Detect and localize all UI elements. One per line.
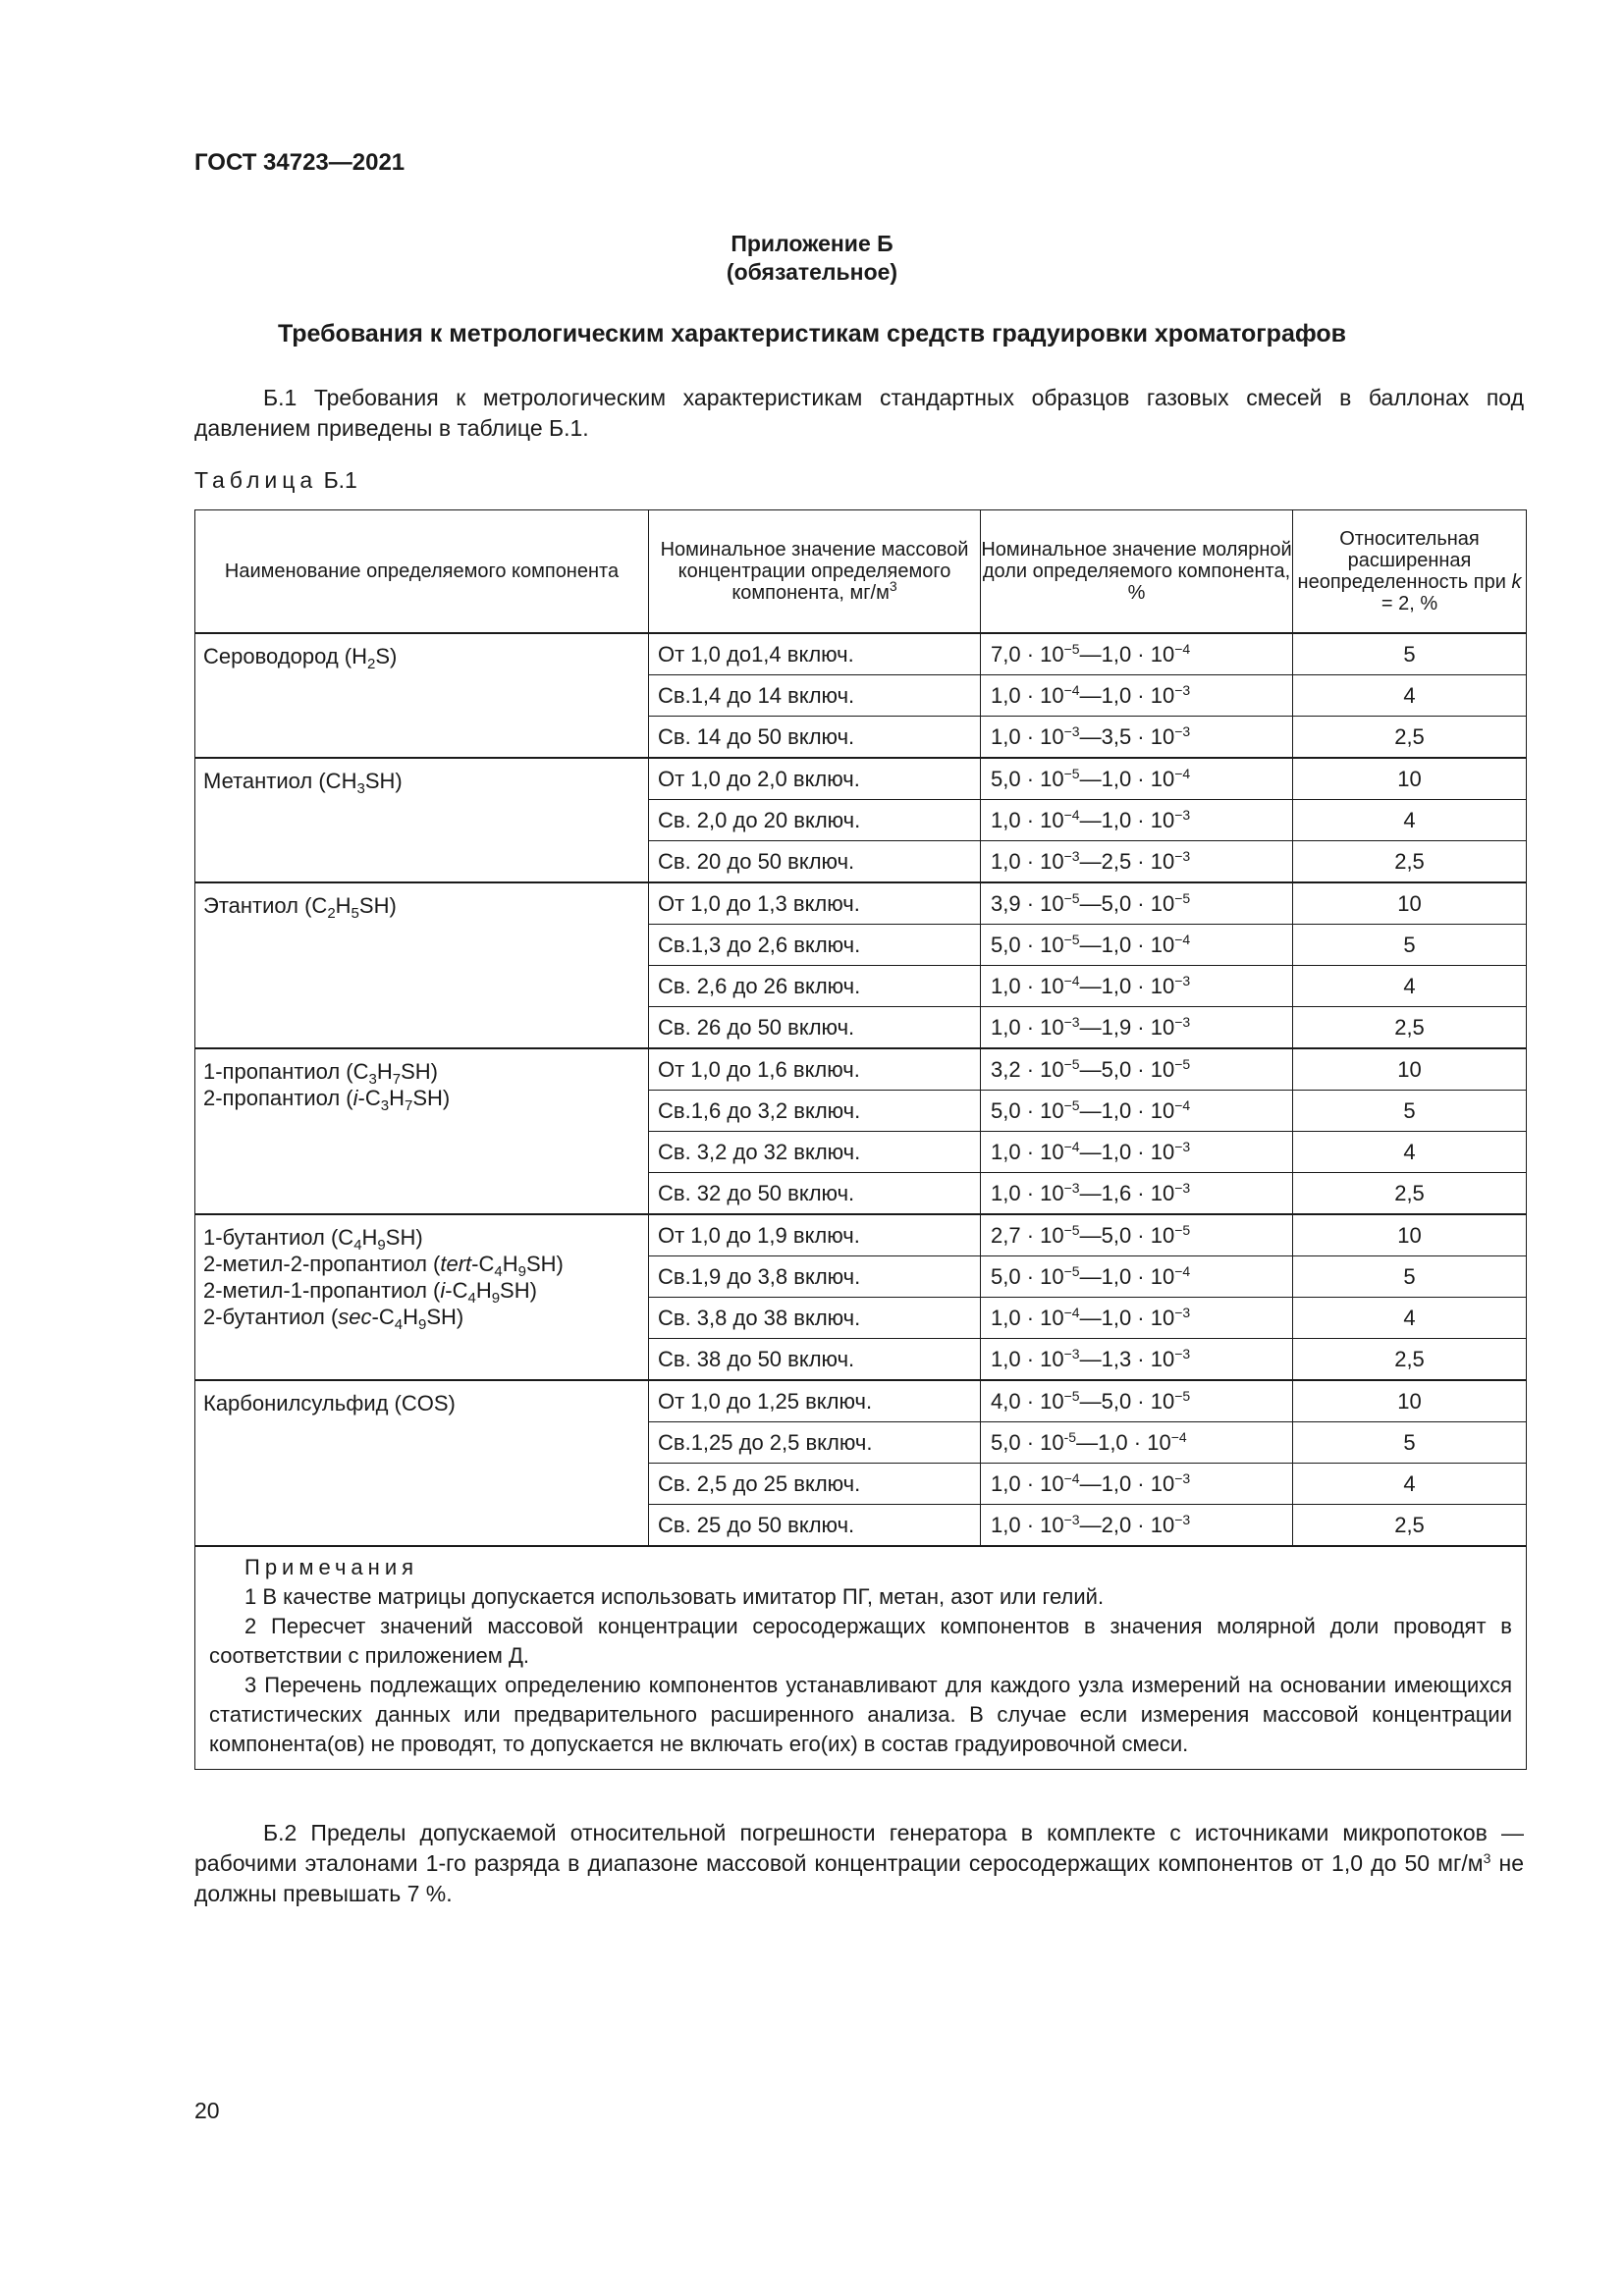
- component-name-text: Этантиол (C: [203, 893, 328, 918]
- concentration-range: Св.1,25 до 2,5 включ.: [649, 1422, 981, 1464]
- component-name-text: -C: [357, 1086, 381, 1110]
- molar-low-exponent: −4: [1063, 1304, 1080, 1320]
- formula-prefix: sec: [338, 1305, 372, 1329]
- molar-fraction-range: $1,0 \cdot 10^{-3}—2,5 \cdot 10^{-3}$: [981, 841, 1293, 883]
- component-name-text: 2-бутантиол (: [203, 1305, 339, 1329]
- component-name-text: H: [502, 1252, 518, 1276]
- component-name-text: -C: [471, 1252, 495, 1276]
- uncertainty-value: 2,5: [1293, 1339, 1527, 1381]
- component-name-text: -C: [445, 1278, 468, 1303]
- molar-low-exponent: -5: [1063, 1428, 1077, 1445]
- formula-subscript: 4: [494, 1263, 503, 1280]
- molar-fraction-range: $1,0 \cdot 10^{-4}—1,0 \cdot 10^{-3}$: [981, 675, 1293, 717]
- component-name-text: -C: [371, 1305, 395, 1329]
- uncertainty-value: 4: [1293, 800, 1527, 841]
- molar-low-exponent: −4: [1063, 972, 1080, 988]
- table-caption-number: Б.1: [323, 467, 357, 493]
- molar-high-mantissa: 1,3: [1101, 1346, 1132, 1371]
- molar-high-exponent: −3: [1174, 1013, 1191, 1030]
- molar-low-mantissa: 1,0: [991, 1014, 1021, 1040]
- molar-low-exponent: −3: [1063, 722, 1080, 739]
- molar-high-exponent: −3: [1174, 1345, 1191, 1362]
- formula-prefix: i: [352, 1086, 358, 1110]
- component-name-text: SH): [500, 1278, 537, 1303]
- molar-fraction-range: $5,0 \cdot 10^{-5}—1,0 \cdot 10^{-4}$: [981, 1256, 1293, 1298]
- component-name: [203, 892, 640, 922]
- molar-high-mantissa: 5,0: [1101, 1388, 1132, 1414]
- molar-high-mantissa: 1,0: [1101, 1097, 1132, 1123]
- uncertainty-value: 2,5: [1293, 1505, 1527, 1547]
- molar-high-mantissa: 1,0: [1098, 1429, 1128, 1455]
- molar-high-mantissa: 1,0: [1101, 973, 1132, 998]
- molar-low-exponent: −4: [1063, 1469, 1080, 1486]
- component-name-text: SH): [358, 893, 397, 918]
- uncertainty-value: 2,5: [1293, 841, 1527, 883]
- molar-low-mantissa: 5,0: [991, 932, 1021, 957]
- formula-subscript: 9: [491, 1290, 501, 1307]
- uncertainty-value: 4: [1293, 966, 1527, 1007]
- molar-high-exponent: −5: [1174, 1387, 1191, 1404]
- page-number: 20: [194, 2098, 220, 2123]
- molar-fraction-range: $1,0 \cdot 10^{-4}—1,0 \cdot 10^{-3}$: [981, 800, 1293, 841]
- component-name-cell: [195, 758, 649, 882]
- molar-low-exponent: −3: [1063, 1511, 1080, 1527]
- molar-low-mantissa: 4,0: [991, 1388, 1021, 1414]
- component-name-text: SH): [525, 1252, 564, 1276]
- formula-subscript: 5: [351, 905, 359, 922]
- component-name: [203, 1304, 640, 1333]
- concentration-range: Св. 26 до 50 включ.: [649, 1007, 981, 1049]
- molar-fraction-range: $1,0 \cdot 10^{-3}—2,0 \cdot 10^{-3}$: [981, 1505, 1293, 1547]
- component-name-text: Карбонилсульфид (COS): [203, 1391, 456, 1415]
- molar-low-mantissa: 1,0: [991, 1512, 1021, 1537]
- molar-low-mantissa: 1,0: [991, 1180, 1021, 1205]
- uncertainty-value: 4: [1293, 1132, 1527, 1173]
- molar-high-exponent: −3: [1174, 1469, 1191, 1486]
- molar-low-exponent: −3: [1063, 1013, 1080, 1030]
- section-title: Требования к метрологическим характеристикам средств градуировки хроматографов: [277, 320, 1347, 347]
- notes-cell: [195, 1546, 1527, 1770]
- component-name: [203, 643, 640, 672]
- uncertainty-value: 10: [1293, 882, 1527, 925]
- formula-subscript: 4: [353, 1237, 362, 1254]
- uncertainty-value: 4: [1293, 1464, 1527, 1505]
- concentration-range: Св.1,6 до 3,2 включ.: [649, 1091, 981, 1132]
- component-name-text: SH): [401, 1059, 438, 1084]
- molar-low-mantissa: 7,0: [991, 641, 1021, 667]
- molar-high-mantissa: 2,0: [1101, 1512, 1132, 1537]
- component-name-text: SH): [412, 1086, 451, 1110]
- molar-high-exponent: −3: [1174, 1511, 1191, 1527]
- component-name-text: H: [403, 1305, 418, 1329]
- molar-high-mantissa: 1,0: [1101, 766, 1132, 791]
- component-name-text: SH): [426, 1305, 464, 1329]
- table-row: [195, 1214, 1527, 1256]
- component-name-text: SH): [364, 769, 403, 793]
- uncertainty-value: 5: [1293, 1256, 1527, 1298]
- molar-fraction-range: $1,0 \cdot 10^{-4}—1,0 \cdot 10^{-3}$: [981, 1298, 1293, 1339]
- formula-subscript: 9: [377, 1237, 386, 1254]
- table-row: [195, 882, 1527, 925]
- molar-fraction-range: $1,0 \cdot 10^{-3}—3,5 \cdot 10^{-3}$: [981, 717, 1293, 759]
- molar-high-exponent: −4: [1174, 640, 1191, 657]
- concentration-range: От 1,0 до 1,6 включ.: [649, 1048, 981, 1091]
- formula-subscript: 3: [368, 1071, 377, 1088]
- concentration-range: Св.1,4 до 14 включ.: [649, 675, 981, 717]
- uncertainty-value: 4: [1293, 1298, 1527, 1339]
- molar-high-mantissa: 1,0: [1101, 807, 1132, 832]
- molar-high-mantissa: 1,0: [1101, 1139, 1132, 1164]
- component-name-text: Метантиол (CH: [203, 769, 357, 793]
- molar-fraction-range: $5,0 \cdot 10^{-5}—1,0 \cdot 10^{-4}$: [981, 925, 1293, 966]
- component-name-text: Сероводород (H: [203, 644, 368, 668]
- molar-low-exponent: −4: [1063, 1138, 1080, 1154]
- formula-subscript: 9: [418, 1316, 427, 1333]
- molar-high-exponent: −3: [1174, 681, 1191, 698]
- molar-low-exponent: −4: [1063, 681, 1080, 698]
- uncertainty-value: 10: [1293, 758, 1527, 800]
- col-header-molar-fraction: Номинальное значение молярной доли определяемого компонента, %: [981, 510, 1293, 634]
- molar-low-exponent: −5: [1063, 1096, 1080, 1113]
- molar-low-mantissa: 1,0: [991, 1470, 1021, 1496]
- component-name-text: 1-пропантиол (C: [203, 1059, 369, 1084]
- molar-high-exponent: −5: [1174, 1221, 1191, 1238]
- note-item-3: 3 Перечень подлежащих определению компонентов устанавливают для каждого узла измерений на основании имеющихся статистических данных или предварительного расширенного анализа. В случае если измерения массовой концентрации компонента(ов) не проводят, то допускается не включать его(их) в состав градуировочной смеси.: [209, 1673, 1512, 1756]
- component-name-text: H: [475, 1278, 492, 1303]
- concentration-range: Св. 25 до 50 включ.: [649, 1505, 981, 1547]
- concentration-range: Св. 20 до 50 включ.: [649, 841, 981, 883]
- notes-row: [195, 1546, 1527, 1770]
- molar-high-mantissa: 1,0: [1101, 932, 1132, 957]
- molar-fraction-range: $3,9 \cdot 10^{-5}—5,0 \cdot 10^{-5}$: [981, 882, 1293, 925]
- concentration-range: Св. 32 до 50 включ.: [649, 1173, 981, 1215]
- molar-low-exponent: −5: [1063, 640, 1080, 657]
- formula-prefix: i: [440, 1278, 446, 1303]
- molar-high-mantissa: 5,0: [1101, 890, 1132, 916]
- col-header-component: Наименование определяемого компонента: [195, 510, 649, 634]
- concentration-range: Св.1,3 до 2,6 включ.: [649, 925, 981, 966]
- molar-low-mantissa: 1,0: [991, 1346, 1021, 1371]
- component-name-cell: [195, 1380, 649, 1546]
- molar-high-exponent: −4: [1170, 1428, 1187, 1445]
- component-name-text: 1-бутантиол (C: [203, 1225, 354, 1250]
- molar-high-mantissa: 5,0: [1101, 1056, 1132, 1082]
- molar-high-mantissa: 1,0: [1101, 1305, 1132, 1330]
- molar-low-exponent: −5: [1063, 1055, 1080, 1072]
- molar-low-exponent: −5: [1063, 765, 1080, 781]
- concentration-range: От 1,0 до 1,25 включ.: [649, 1380, 981, 1422]
- molar-high-mantissa: 1,0: [1101, 1470, 1132, 1496]
- molar-fraction-range: $1,0 \cdot 10^{-3}—1,6 \cdot 10^{-3}$: [981, 1173, 1293, 1215]
- molar-high-mantissa: 2,5: [1101, 848, 1132, 874]
- molar-fraction-range: $1,0 \cdot 10^{-4}—1,0 \cdot 10^{-3}$: [981, 1132, 1293, 1173]
- molar-high-exponent: −3: [1174, 847, 1191, 864]
- molar-fraction-range: $2,7 \cdot 10^{-5}—5,0 \cdot 10^{-5}$: [981, 1214, 1293, 1256]
- component-name-text: H: [376, 1059, 393, 1084]
- formula-subscript: 2: [367, 656, 376, 672]
- molar-fraction-range: $4,0 \cdot 10^{-5}—5,0 \cdot 10^{-5}$: [981, 1380, 1293, 1422]
- table-row: [195, 633, 1527, 675]
- molar-fraction-range: $3,2 \cdot 10^{-5}—5,0 \cdot 10^{-5}$: [981, 1048, 1293, 1091]
- molar-low-exponent: −5: [1063, 1221, 1080, 1238]
- col-header-mass-concentration: Номинальное значение массовой концентрации определяемого компонента, $мг/м^3$: [649, 510, 981, 634]
- molar-low-mantissa: 3,9: [991, 890, 1021, 916]
- table-caption: [194, 467, 357, 494]
- table-b1: [194, 509, 1527, 1770]
- component-name: [203, 1251, 640, 1280]
- concentration-range: От 1,0 до 1,9 включ.: [649, 1214, 981, 1256]
- molar-high-mantissa: 3,5: [1101, 723, 1132, 749]
- notes-title: Примечания: [244, 1555, 419, 1579]
- concentration-range: Св. 2,5 до 25 включ.: [649, 1464, 981, 1505]
- table-body: [195, 633, 1527, 1770]
- molar-high-exponent: −3: [1174, 1138, 1191, 1154]
- concentration-range: От 1,0 до 1,3 включ.: [649, 882, 981, 925]
- table-row: [195, 1380, 1527, 1422]
- uncertainty-value: 5: [1293, 1091, 1527, 1132]
- uncertainty-value: 2,5: [1293, 717, 1527, 759]
- component-name-text: H: [335, 893, 352, 918]
- component-name: [203, 1390, 640, 1416]
- component-name-text: 2-метил-2-пропантиол (: [203, 1252, 441, 1276]
- uncertainty-value: 2,5: [1293, 1173, 1527, 1215]
- formula-subscript: 4: [394, 1316, 404, 1333]
- uncertainty-value: 4: [1293, 675, 1527, 717]
- component-name: [203, 1058, 640, 1088]
- molar-high-exponent: −3: [1174, 722, 1191, 739]
- formula-subscript: 3: [380, 1097, 390, 1114]
- document-header: ГОСТ 34723—2021: [194, 149, 406, 176]
- concentration-range: От 1,0 до 2,0 включ.: [649, 758, 981, 800]
- component-name: [203, 768, 640, 797]
- molar-high-exponent: −5: [1174, 889, 1191, 906]
- appendix-kind: (обязательное): [726, 259, 898, 285]
- formula-subscript: 4: [467, 1290, 476, 1307]
- molar-low-exponent: −5: [1063, 931, 1080, 947]
- molar-low-exponent: −5: [1063, 889, 1080, 906]
- molar-low-exponent: −5: [1063, 1262, 1080, 1279]
- table-row: [195, 758, 1527, 800]
- concentration-range: Св. 3,2 до 32 включ.: [649, 1132, 981, 1173]
- formula-subscript: 7: [404, 1097, 413, 1114]
- uncertainty-value: 10: [1293, 1380, 1527, 1422]
- molar-fraction-range: $1,0 \cdot 10^{-3}—1,3 \cdot 10^{-3}$: [981, 1339, 1293, 1381]
- molar-high-exponent: −3: [1174, 1179, 1191, 1196]
- molar-low-mantissa: 5,0: [991, 766, 1021, 791]
- concentration-range: Св. 38 до 50 включ.: [649, 1339, 981, 1381]
- uncertainty-value: 5: [1293, 1422, 1527, 1464]
- molar-low-mantissa: 1,0: [991, 848, 1021, 874]
- molar-fraction-range: $5,0 \cdot 10^{-5}—1,0 \cdot 10^{-4}$: [981, 1422, 1293, 1464]
- molar-low-mantissa: 2,7: [991, 1222, 1021, 1248]
- molar-high-exponent: −4: [1174, 1096, 1191, 1113]
- formula-prefix: tert: [440, 1252, 472, 1276]
- concentration-range: Св. 2,6 до 26 включ.: [649, 966, 981, 1007]
- molar-low-mantissa: 3,2: [991, 1056, 1021, 1082]
- molar-low-mantissa: 1,0: [991, 723, 1021, 749]
- component-name-text: 2-пропантиол (: [203, 1086, 353, 1110]
- paragraph-b2: Б.2 Пределы допускаемой относительной погрешности генератора в комплекте с источниками микропотоков — рабочими эталонами 1-го разряда в диапазоне массовой концентрации серосодержащих компонентов от 1,0 до 50 $мг/м^3$ не должны превышать 7 %.: [194, 1820, 1524, 1906]
- molar-low-mantissa: 5,0: [991, 1263, 1021, 1289]
- formula-subscript: 3: [356, 780, 365, 797]
- molar-high-exponent: −4: [1174, 1262, 1191, 1279]
- uncertainty-value: 5: [1293, 633, 1527, 675]
- component-name: [203, 1277, 640, 1307]
- molar-high-mantissa: 1,0: [1101, 1263, 1132, 1289]
- note-item-2: 2 Пересчет значений массовой концентрации серосодержащих компонентов в значения молярной доли проводят в соответствии с приложением Д.: [209, 1614, 1512, 1668]
- component-name-text: S): [375, 644, 398, 668]
- col-header-uncertainty: Относительная расширенная неопределенность при k = 2, %: [1293, 510, 1527, 634]
- concentration-range: От 1,0 до1,4 включ.: [649, 633, 981, 675]
- component-name-text: SH): [385, 1225, 423, 1250]
- component-name-cell: [195, 1214, 649, 1380]
- molar-low-mantissa: 1,0: [991, 973, 1021, 998]
- molar-low-exponent: −3: [1063, 1345, 1080, 1362]
- molar-high-mantissa: 5,0: [1101, 1222, 1132, 1248]
- molar-low-exponent: −3: [1063, 1179, 1080, 1196]
- molar-high-exponent: −3: [1174, 1304, 1191, 1320]
- molar-high-mantissa: 1,9: [1101, 1014, 1132, 1040]
- concentration-range: Св.1,9 до 3,8 включ.: [649, 1256, 981, 1298]
- molar-low-mantissa: 1,0: [991, 807, 1021, 832]
- component-name: [203, 1085, 640, 1114]
- molar-high-exponent: −5: [1174, 1055, 1191, 1072]
- table-row: [195, 1048, 1527, 1091]
- component-name-text: 2-метил-1-пропантиол (: [203, 1278, 441, 1303]
- concentration-range: Св. 2,0 до 20 включ.: [649, 800, 981, 841]
- formula-subscript: 9: [517, 1263, 526, 1280]
- molar-fraction-range: $7,0 \cdot 10^{-5}—1,0 \cdot 10^{-4}$: [981, 633, 1293, 675]
- paragraph-b1: Б.1 Требования к метрологическим характеристикам стандартных образцов газовых смесей в баллонах под давлением приведены в таблице Б.1.: [194, 385, 1524, 441]
- table-caption-word: Таблица: [194, 467, 318, 493]
- concentration-range: Св. 3,8 до 38 включ.: [649, 1298, 981, 1339]
- uncertainty-value: 10: [1293, 1048, 1527, 1091]
- molar-fraction-range: $1,0 \cdot 10^{-4}—1,0 \cdot 10^{-3}$: [981, 1464, 1293, 1505]
- molar-low-mantissa: 1,0: [991, 1139, 1021, 1164]
- component-name-text: H: [389, 1086, 405, 1110]
- molar-low-exponent: −4: [1063, 806, 1080, 823]
- formula-subscript: 7: [392, 1071, 402, 1088]
- uncertainty-value: 2,5: [1293, 1007, 1527, 1049]
- molar-high-exponent: −4: [1174, 931, 1191, 947]
- molar-high-exponent: −3: [1174, 806, 1191, 823]
- molar-fraction-range: $1,0 \cdot 10^{-3}—1,9 \cdot 10^{-3}$: [981, 1007, 1293, 1049]
- component-name-cell: [195, 882, 649, 1048]
- molar-low-mantissa: 5,0: [991, 1097, 1021, 1123]
- component-name: [203, 1224, 640, 1254]
- molar-low-mantissa: 1,0: [991, 1305, 1021, 1330]
- molar-low-mantissa: 1,0: [991, 682, 1021, 708]
- molar-low-exponent: −5: [1063, 1387, 1080, 1404]
- concentration-range: Св. 14 до 50 включ.: [649, 717, 981, 759]
- molar-fraction-range: $5,0 \cdot 10^{-5}—1,0 \cdot 10^{-4}$: [981, 758, 1293, 800]
- formula-subscript: 2: [327, 905, 336, 922]
- molar-high-exponent: −3: [1174, 972, 1191, 988]
- component-name-cell: [195, 1048, 649, 1214]
- appendix-name: Приложение Б: [731, 231, 893, 256]
- component-name-text: H: [361, 1225, 378, 1250]
- molar-high-mantissa: 1,6: [1101, 1180, 1132, 1205]
- component-name-cell: [195, 633, 649, 758]
- uncertainty-value: 10: [1293, 1214, 1527, 1256]
- molar-high-mantissa: 1,0: [1101, 641, 1132, 667]
- note-item-1: 1 В качестве матрицы допускается использовать имитатор ПГ, метан, азот или гелий.: [244, 1584, 1105, 1609]
- molar-low-mantissa: 5,0: [991, 1429, 1021, 1455]
- molar-high-mantissa: 1,0: [1101, 682, 1132, 708]
- molar-fraction-range: $1,0 \cdot 10^{-4}—1,0 \cdot 10^{-3}$: [981, 966, 1293, 1007]
- molar-fraction-range: $5,0 \cdot 10^{-5}—1,0 \cdot 10^{-4}$: [981, 1091, 1293, 1132]
- molar-high-exponent: −4: [1174, 765, 1191, 781]
- uncertainty-value: 5: [1293, 925, 1527, 966]
- molar-low-exponent: −3: [1063, 847, 1080, 864]
